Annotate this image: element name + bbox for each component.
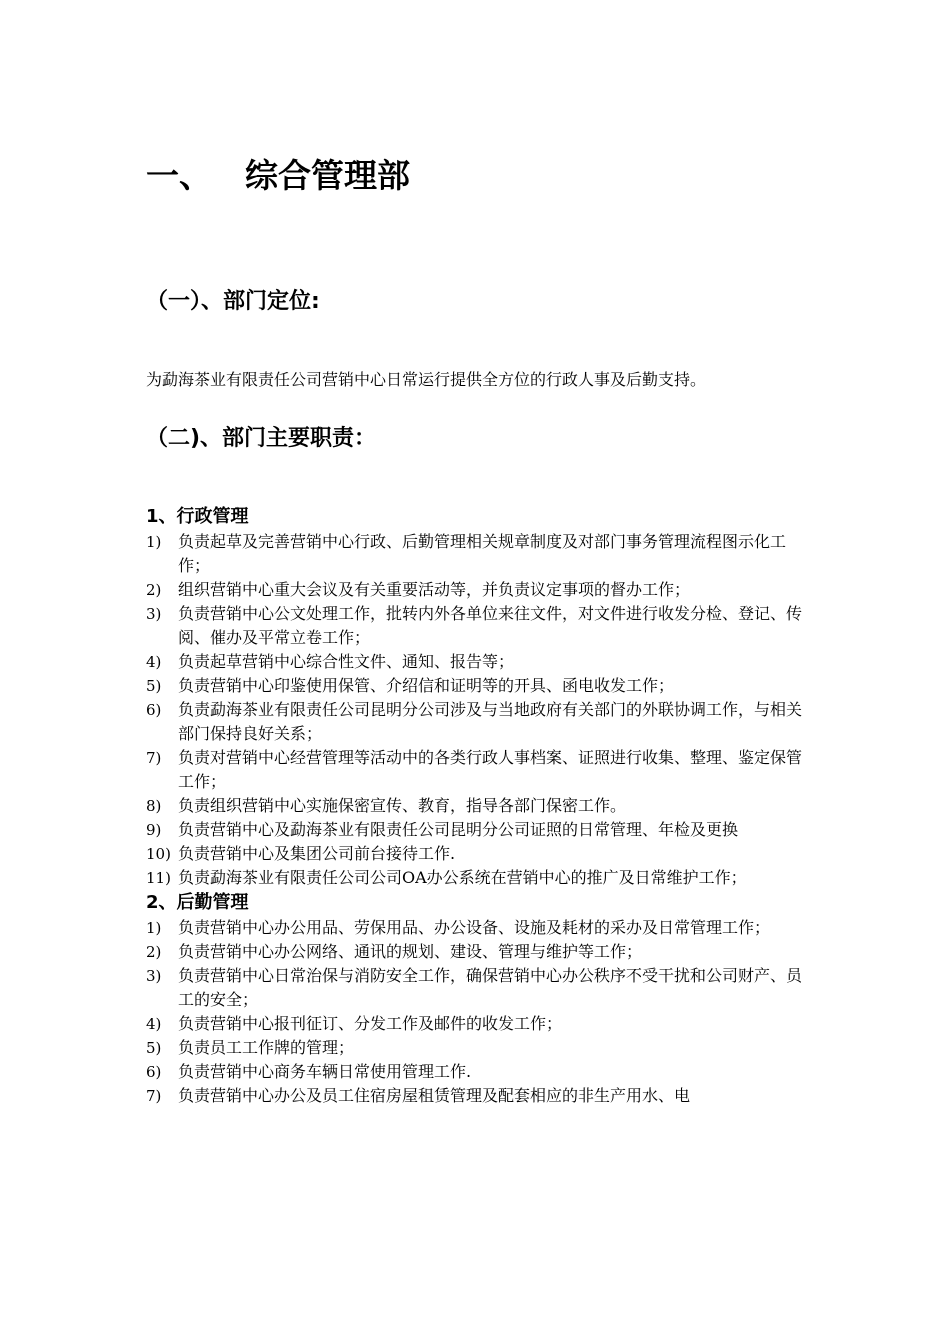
chapter-title: 综合管理部 xyxy=(245,156,410,195)
chapter-heading xyxy=(146,154,410,198)
item-number: 1) xyxy=(146,533,162,551)
list-item xyxy=(146,578,810,602)
item-number: 9) xyxy=(146,821,162,839)
item-text: 组织营销中心重大会议及有关重要活动等，并负责议定事项的督办工作； xyxy=(178,580,691,599)
list-item xyxy=(146,1084,810,1108)
duties-sections xyxy=(146,504,810,1108)
list-item xyxy=(146,1012,810,1036)
list-item xyxy=(146,1036,810,1060)
item-number: 3) xyxy=(146,605,162,623)
duties-heading: （二)、部门主要职责： xyxy=(146,426,377,451)
item-text: 负责营销中心公文处理工作，批转内外各单位来往文件，对文件进行收发分检、登记、传阅、催办及平常立卷工作； xyxy=(178,604,803,647)
list-item xyxy=(146,674,810,698)
item-number: 2) xyxy=(146,943,162,961)
item-text: 负责营销中心办公用品、劳保用品、办公设备、设施及耗材的采办及日常管理工作； xyxy=(178,918,771,937)
item-text: 负责营销中心及勐海茶业有限责任公司昆明分公司证照的日常管理、年检及更换 xyxy=(178,820,739,839)
list-item xyxy=(146,794,810,818)
item-text: 负责员工工作牌的管理； xyxy=(178,1038,355,1057)
item-number: 10) xyxy=(146,845,171,863)
list-item xyxy=(146,530,810,578)
positioning-heading: （一）、部门定位: xyxy=(146,289,320,314)
item-text: 负责营销中心办公网络、通讯的规划、建设、管理与维护等工作； xyxy=(178,942,643,961)
item-text: 负责勐海茶业有限责任公司公司OA办公系统在营销中心的推广及日常维护工作； xyxy=(178,868,747,887)
list-item xyxy=(146,842,810,866)
list-item xyxy=(146,964,810,1012)
admin-duties-list xyxy=(146,530,810,890)
positioning-text: 为勐海茶业有限责任公司营销中心日常运行提供全方位的行政人事及后勤支持。 xyxy=(146,370,707,389)
chapter-number: 一、 xyxy=(146,156,212,195)
item-text: 负责营销中心报刊征订、分发工作及邮件的收发工作； xyxy=(178,1014,563,1033)
item-text: 负责起草营销中心综合性文件、通知、报告等； xyxy=(178,652,515,671)
logistics-duties-list xyxy=(146,916,810,1108)
item-number: 4) xyxy=(146,1015,162,1033)
item-text: 负责营销中心及集团公司前台接待工作. xyxy=(178,844,456,863)
list-item xyxy=(146,940,810,964)
section-title-logistics: 2、后勤管理 xyxy=(146,892,249,913)
section-title-admin: 1、行政管理 xyxy=(146,506,249,527)
item-text: 负责营销中心商务车辆日常使用管理工作. xyxy=(178,1062,472,1081)
item-text: 负责营销中心日常治保与消防安全工作，确保营销中心办公秩序不受干扰和公司财产、员工的安全； xyxy=(178,966,803,1009)
list-item xyxy=(146,866,810,890)
item-number: 1) xyxy=(146,919,162,937)
list-item xyxy=(146,916,810,940)
item-number: 5) xyxy=(146,677,162,695)
item-number: 7) xyxy=(146,1087,162,1105)
item-number: 11) xyxy=(146,869,171,887)
item-text: 负责起草及完善营销中心行政、后勤管理相关规章制度及对部门事务管理流程图示化工作； xyxy=(178,532,787,575)
list-item xyxy=(146,746,810,794)
list-item xyxy=(146,818,810,842)
item-number: 8) xyxy=(146,797,162,815)
item-text: 负责营销中心办公及员工住宿房屋租赁管理及配套相应的非生产用水、电 xyxy=(178,1086,691,1105)
item-number: 2) xyxy=(146,581,162,599)
list-item xyxy=(146,698,810,746)
item-number: 3) xyxy=(146,967,162,985)
item-text: 负责对营销中心经营管理等活动中的各类行政人事档案、证照进行收集、整理、鉴定保管工作； xyxy=(178,748,803,791)
item-text: 负责营销中心印鉴使用保管、介绍信和证明等的开具、函电收发工作； xyxy=(178,676,675,695)
item-text: 负责勐海茶业有限责任公司昆明分公司涉及与当地政府有关部门的外联协调工作，与相关部门保持良好关系； xyxy=(178,700,803,743)
item-text: 负责组织营销中心实施保密宣传、教育，指导各部门保密工作。 xyxy=(178,796,627,815)
item-number: 6) xyxy=(146,701,162,719)
item-number: 5) xyxy=(146,1039,162,1057)
list-item xyxy=(146,1060,810,1084)
item-number: 7) xyxy=(146,749,162,767)
item-number: 6) xyxy=(146,1063,162,1081)
list-item xyxy=(146,650,810,674)
item-number: 4) xyxy=(146,653,162,671)
list-item xyxy=(146,602,810,650)
